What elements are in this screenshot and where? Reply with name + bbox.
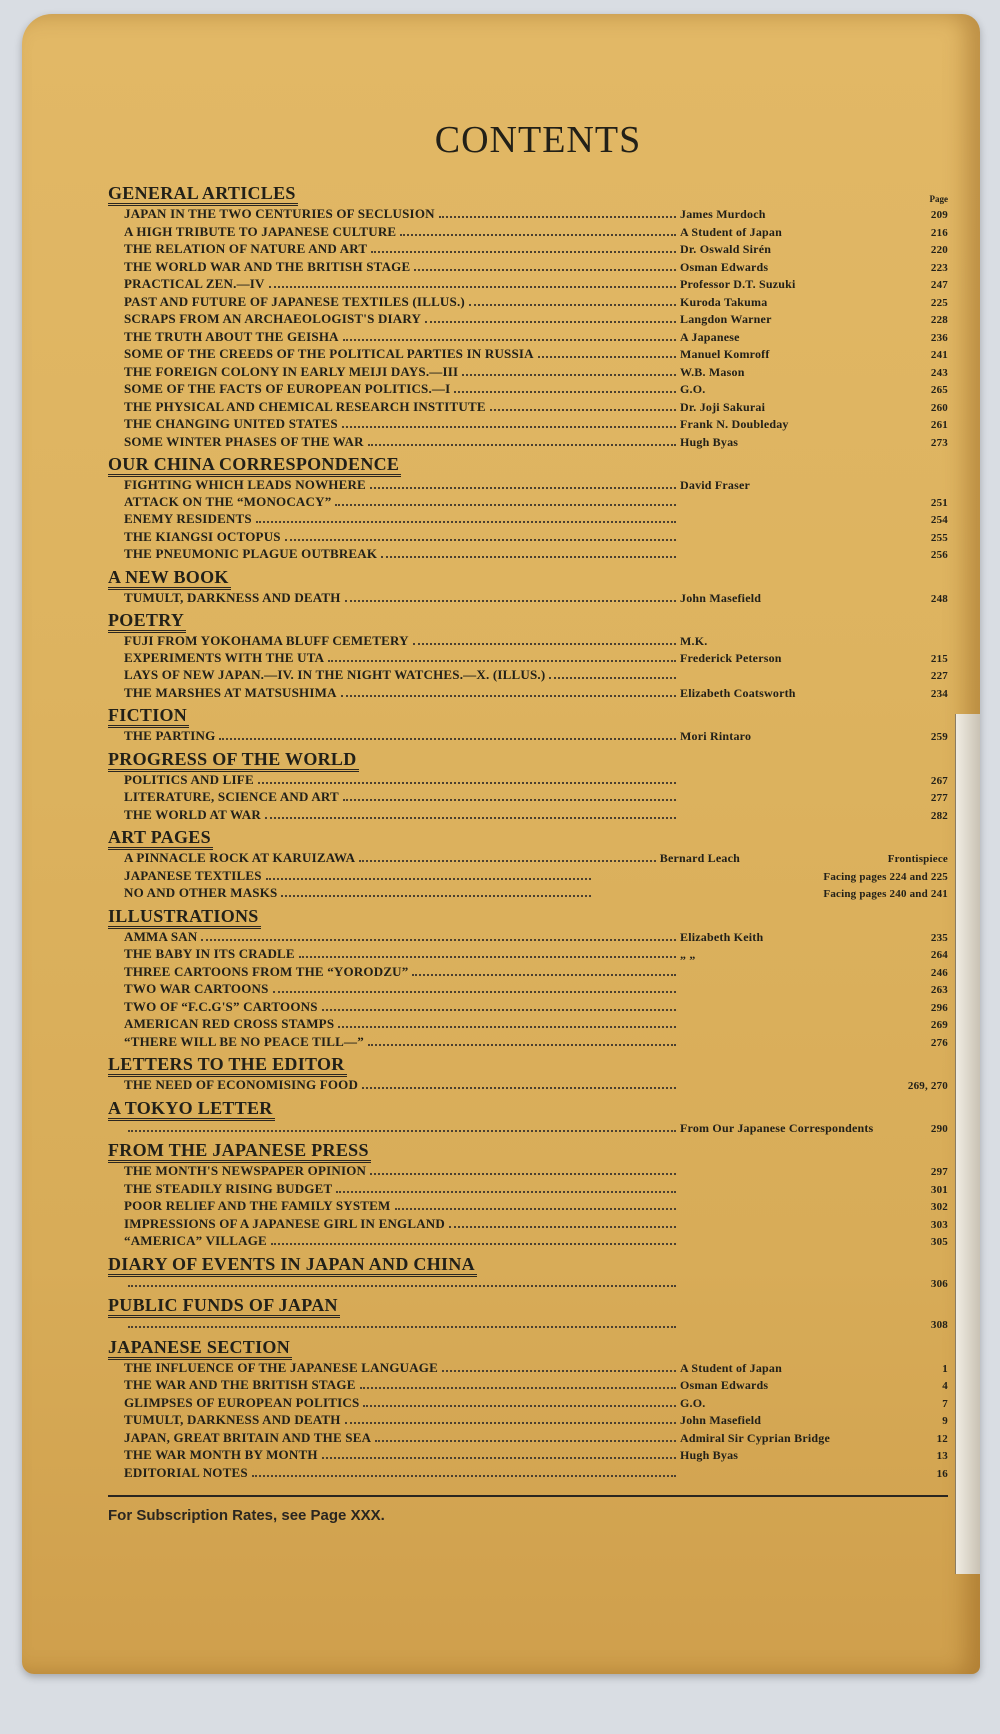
entry-title: THE FOREIGN COLONY IN EARLY MEIJI DAYS.—III (124, 363, 459, 379)
toc-entry (108, 529, 948, 547)
entry-author: Osman Edwards (680, 259, 769, 274)
toc-entry (108, 381, 948, 399)
entry-title: EDITORIAL NOTES (124, 1464, 248, 1480)
entry-page: 303 (930, 1218, 948, 1231)
toc-entry (108, 1121, 948, 1138)
toc-section (108, 184, 948, 451)
entry-page: 302 (930, 1201, 948, 1213)
dot-leader (462, 374, 676, 376)
entry-page: 246 (930, 966, 948, 979)
section-heading: ART PAGES (108, 828, 213, 850)
entry-title: IMPRESSIONS OF A JAPANESE GIRL IN ENGLAND (124, 1215, 445, 1231)
entry-page: 223 (930, 261, 948, 274)
entry-page: 9 (942, 1415, 948, 1427)
toc-entry (108, 1377, 948, 1395)
entry-page: 243 (930, 366, 948, 379)
entry-title: THE BABY IN ITS CRADLE (124, 946, 295, 961)
toc-entry (108, 1034, 948, 1052)
toc-entry (108, 1181, 948, 1199)
toc-entry (108, 311, 948, 329)
dot-leader (345, 600, 676, 602)
entry-page: 269 (930, 1019, 948, 1031)
entry-page: 255 (930, 531, 948, 544)
entry-page: 261 (930, 419, 948, 431)
entry-page: 7 (942, 1397, 948, 1410)
section-heading: JAPANESE SECTION (108, 1338, 292, 1360)
entry-page: 306 (930, 1277, 948, 1290)
toc-entry (108, 546, 948, 564)
dot-leader (442, 1370, 676, 1372)
dot-leader (449, 1226, 676, 1228)
dot-leader (549, 677, 676, 679)
next-page-edge (955, 714, 980, 1574)
dot-leader (362, 1087, 676, 1089)
toc-entry (108, 850, 948, 868)
dot-leader (258, 782, 676, 784)
toc-entry (108, 1465, 948, 1483)
entry-page: 264 (930, 949, 948, 961)
entry-author: Professor D.T. Suzuki (680, 277, 796, 291)
entry-page: 12 (936, 1432, 948, 1445)
entry-title: JAPAN IN THE TWO CENTURIES OF SECLUSION (124, 206, 435, 221)
dot-leader (342, 426, 676, 428)
toc-section (108, 907, 948, 1052)
dot-leader (341, 695, 676, 697)
section-heading: ILLUSTRATIONS (108, 907, 261, 929)
toc-entry (108, 1077, 948, 1095)
entry-title: “AMERICA” VILLAGE (124, 1233, 267, 1248)
entry-title: POLITICS AND LIFE (124, 771, 254, 787)
entry-title: TUMULT, DARKNESS AND DEATH (124, 589, 341, 605)
entry-author: Hugh Byas (680, 1448, 739, 1462)
entry-title: THE MONTH'S NEWSPAPER OPINION (124, 1163, 367, 1178)
entry-page: 254 (930, 514, 948, 526)
dot-leader (128, 1285, 676, 1287)
entry-author: „ „ (680, 947, 696, 961)
entry-title: TWO WAR CARTOONS (124, 981, 269, 996)
dot-leader (454, 391, 676, 393)
toc-entry (108, 1395, 948, 1413)
entry-title: LAYS OF NEW JAPAN.—IV. IN THE NIGHT WATCHES.—X. (ILLUS.) (124, 667, 546, 682)
entry-author: James Murdoch (680, 207, 766, 221)
dot-leader (381, 556, 676, 558)
dot-leader (370, 1173, 676, 1175)
dot-leader (285, 539, 676, 541)
toc-entry (108, 511, 948, 529)
toc-entry (108, 399, 948, 417)
entry-title: THE RELATION OF NATURE AND ART (124, 241, 368, 256)
entry-page: 215 (930, 652, 948, 665)
entry-title: THE PNEUMONIC PLAGUE OUTBREAK (124, 546, 378, 561)
entry-title: THE KIANGSI OCTOPUS (124, 528, 281, 544)
contents-list (108, 184, 948, 1482)
toc-section (108, 1055, 948, 1095)
dot-leader (345, 1422, 676, 1424)
toc-entry (108, 1277, 948, 1293)
section-heading: FICTION (108, 706, 189, 728)
table-of-contents (108, 118, 948, 1482)
entry-title: ENEMY RESIDENTS (124, 511, 252, 526)
toc-entry (108, 346, 948, 364)
entry-page: 296 (930, 1001, 948, 1014)
dot-leader (371, 251, 676, 253)
entry-author: John Masefield (680, 590, 762, 605)
entry-page: 269, 270 (907, 1080, 948, 1092)
toc-section (108, 1296, 948, 1334)
dot-leader (439, 216, 676, 218)
dot-leader (412, 974, 676, 976)
dot-leader (265, 817, 676, 819)
entry-author: Elizabeth Keith (680, 929, 764, 944)
section-heading: DIARY OF EVENTS IN JAPAN AND CHINA (108, 1255, 477, 1277)
entry-page: 290 (930, 1122, 948, 1135)
entry-page: Facing pages 240 and 241 (823, 888, 948, 900)
toc-entry (108, 1198, 948, 1216)
toc-entry (108, 590, 948, 608)
toc-entry (108, 667, 948, 685)
entry-author: Langdon Warner (680, 312, 772, 326)
dot-leader (335, 504, 676, 506)
dot-leader (368, 444, 676, 446)
dot-leader (273, 991, 676, 993)
dot-leader (128, 1130, 676, 1132)
section-heading: A NEW BOOK (108, 568, 231, 590)
entry-title: THE CHANGING UNITED STATES (124, 416, 338, 431)
entry-page: 235 (930, 931, 948, 944)
toc-section (108, 611, 948, 702)
entry-title: THE NEED OF ECONOMISING FOOD (124, 1077, 359, 1092)
dot-leader (219, 738, 676, 740)
toc-entry (108, 477, 948, 494)
toc-section (108, 1141, 948, 1251)
toc-entry (108, 685, 948, 703)
entry-title: LITERATURE, SCIENCE AND ART (124, 789, 339, 804)
entry-page: 273 (930, 436, 948, 449)
dot-leader (400, 234, 676, 236)
toc-section (108, 1338, 948, 1483)
toc-entry (108, 224, 948, 242)
entry-title: JAPAN, GREAT BRITAIN AND THE SEA (124, 1429, 372, 1445)
entry-author: Elizabeth Coatsworth (680, 685, 796, 700)
toc-entry (108, 1360, 948, 1378)
section-heading: OUR CHINA CORRESPONDENCE (108, 455, 401, 477)
entry-author: M.K. (680, 634, 708, 648)
section-heading: POETRY (108, 611, 186, 633)
dot-leader (395, 1208, 676, 1210)
entry-title: THREE CARTOONS FROM THE “YORODZU” (124, 963, 409, 979)
section-heading: PROGRESS OF THE WORLD (108, 750, 359, 772)
entry-title: THE TRUTH ABOUT THE GEISHA (124, 328, 339, 344)
toc-entry (108, 1412, 948, 1430)
entry-page: 241 (930, 349, 948, 361)
toc-entry (108, 807, 948, 825)
toc-entry (108, 1233, 948, 1251)
entry-page: 248 (930, 592, 948, 605)
dot-leader (425, 321, 676, 323)
toc-entry (108, 1163, 948, 1181)
toc-section (108, 750, 948, 825)
toc-section (108, 455, 948, 564)
toc-entry (108, 329, 948, 347)
toc-section (108, 568, 948, 608)
page-column-label: Page (929, 194, 948, 204)
entry-title: TWO OF “F.C.G'S” CARTOONS (124, 998, 318, 1014)
entry-title: A HIGH TRIBUTE TO JAPANESE CULTURE (124, 223, 397, 239)
dot-leader (490, 409, 676, 411)
entry-title: JAPANESE TEXTILES (124, 867, 262, 883)
entry-title: THE WAR MONTH BY MONTH (124, 1447, 318, 1462)
entry-author: Bernard Leach (659, 851, 741, 865)
toc-entry (108, 728, 948, 746)
toc-entry (108, 1430, 948, 1448)
entry-author: David Fraser (680, 478, 751, 492)
entry-title: THE INFLUENCE OF THE JAPANESE LANGUAGE (124, 1359, 438, 1375)
entry-author: A Student of Japan (680, 224, 782, 239)
entry-author: Mori Rintaro (680, 729, 752, 743)
entry-title: THE PHYSICAL AND CHEMICAL RESEARCH INSTITUTE (124, 398, 486, 414)
entry-title: THE STEADILY RISING BUDGET (124, 1180, 333, 1196)
subscription-note: For Subscription Rates, see Page XXX. (108, 1495, 948, 1524)
entry-title: FIGHTING WHICH LEADS NOWHERE (124, 477, 366, 492)
entry-title: THE PARTING (124, 728, 216, 743)
entry-title: PRACTICAL ZEN.—IV (124, 276, 265, 291)
entry-page: 225 (930, 296, 948, 309)
toc-entry (108, 650, 948, 668)
entry-page: 308 (930, 1319, 948, 1331)
toc-entry (108, 772, 948, 790)
section-heading: GENERAL ARTICLES (108, 184, 298, 206)
dot-leader (328, 660, 676, 662)
entry-page: 263 (930, 984, 948, 996)
entry-author: W.B. Mason (680, 364, 745, 379)
entry-author: A Student of Japan (680, 1360, 782, 1375)
entry-title: SOME OF THE CREEDS OF THE POLITICAL PARTIES IN RUSSIA (124, 346, 534, 361)
entry-author: Frank N. Doubleday (680, 417, 789, 431)
entry-page: 13 (936, 1450, 948, 1462)
entry-page: 256 (930, 549, 948, 561)
toc-section (108, 1255, 948, 1293)
entry-author: G.O. (680, 1395, 706, 1410)
entry-title: GLIMPSES OF EUROPEAN POLITICS (124, 1394, 360, 1410)
entry-page: 227 (930, 670, 948, 682)
entry-title: THE WAR AND THE BRITISH STAGE (124, 1377, 356, 1392)
entry-title: AMMA SAN (124, 928, 198, 944)
dot-leader (538, 356, 676, 358)
entry-page: 305 (930, 1236, 948, 1248)
entry-title: A PINNACLE ROCK AT KARUIZAWA (124, 850, 356, 865)
entry-author: Dr. Oswald Sirén (680, 242, 772, 256)
entry-author: Admiral Sir Cyprian Bridge (680, 1430, 830, 1445)
entry-title: FUJI FROM YOKOHAMA BLUFF CEMETERY (124, 633, 409, 648)
entry-title: POOR RELIEF AND THE FAMILY SYSTEM (124, 1198, 391, 1213)
entry-title: THE WORLD WAR AND THE BRITISH STAGE (124, 258, 411, 274)
entry-title: AMERICAN RED CROSS STAMPS (124, 1016, 335, 1031)
entry-author: Kuroda Takuma (680, 294, 768, 309)
entry-author: Osman Edwards (680, 1378, 769, 1392)
entry-page: 276 (930, 1036, 948, 1049)
entry-title: ATTACK ON THE “MONOCACY” (124, 493, 332, 509)
entry-page: 251 (930, 496, 948, 509)
dot-leader (336, 1191, 676, 1193)
toc-entry (108, 494, 948, 512)
toc-entry (108, 1447, 948, 1465)
entry-page: 259 (930, 731, 948, 743)
entry-page: 16 (936, 1467, 948, 1480)
toc-entry (108, 789, 948, 807)
entry-title: SCRAPS FROM AN ARCHAEOLOGIST'S DIARY (124, 311, 422, 326)
toc-entry (108, 294, 948, 312)
entry-title: EXPERIMENTS WITH THE UTA (124, 649, 325, 665)
entry-page: 277 (930, 792, 948, 804)
entry-page: 265 (930, 384, 948, 396)
entry-page: 234 (930, 687, 948, 700)
entry-author: G.O. (680, 382, 706, 396)
dot-leader (281, 895, 591, 897)
toc-section (108, 1099, 948, 1138)
toc-entry (108, 259, 948, 277)
toc-entry (108, 276, 948, 294)
toc-entry (108, 981, 948, 999)
dot-leader (359, 860, 656, 862)
entry-author: A Japanese (680, 329, 740, 344)
entry-title: “THERE WILL BE NO PEACE TILL—” (124, 1033, 364, 1049)
entry-page: 236 (930, 331, 948, 344)
dot-leader (201, 939, 676, 941)
entry-title: THE WORLD AT WAR (124, 806, 261, 822)
dot-leader (271, 1243, 676, 1245)
entry-page: 228 (930, 314, 948, 326)
dot-leader (370, 487, 676, 489)
dot-leader (343, 339, 676, 341)
dot-leader (413, 643, 676, 645)
entry-author: Frederick Peterson (680, 650, 782, 665)
toc-entry (108, 885, 948, 903)
entry-page: 209 (930, 209, 948, 221)
entry-title: THE MARSHES AT MATSUSHIMA (124, 684, 337, 700)
toc-entry (108, 206, 948, 224)
toc-entry (108, 241, 948, 259)
dot-leader (343, 799, 676, 801)
entry-author: Dr. Joji Sakurai (680, 399, 766, 414)
toc-section (108, 706, 948, 746)
entry-title: PAST AND FUTURE OF JAPANESE TEXTILES (ILLUS.) (124, 293, 465, 309)
entry-page: 216 (930, 226, 948, 239)
entry-title: NO AND OTHER MASKS (124, 885, 278, 900)
dot-leader (469, 304, 676, 306)
dot-leader (322, 1457, 676, 1459)
entry-page: 1 (942, 1362, 948, 1375)
toc-section (108, 828, 948, 903)
toc-entry (108, 964, 948, 982)
dot-leader (299, 956, 676, 958)
toc-entry (108, 416, 948, 434)
dot-leader (128, 1326, 676, 1328)
section-heading: A TOKYO LETTER (108, 1099, 275, 1121)
entry-page: 282 (930, 809, 948, 822)
entry-page: Facing pages 224 and 225 (823, 870, 948, 883)
dot-leader (360, 1387, 676, 1389)
entry-author: Manuel Komroff (680, 347, 770, 361)
dot-leader (252, 1475, 676, 1477)
dot-leader (414, 269, 676, 271)
dot-leader (368, 1044, 676, 1046)
entry-page: 260 (930, 401, 948, 414)
entry-page: 4 (942, 1380, 948, 1392)
toc-entry (108, 929, 948, 947)
entry-title: SOME OF THE FACTS OF EUROPEAN POLITICS.—I (124, 381, 451, 396)
entry-page: 247 (930, 279, 948, 291)
section-heading: FROM THE JAPANESE PRESS (108, 1141, 371, 1163)
toc-entry (108, 633, 948, 650)
toc-entry (108, 364, 948, 382)
toc-entry (108, 1216, 948, 1234)
entry-page: Frontispiece (887, 853, 948, 865)
toc-entry (108, 1016, 948, 1034)
page-title: CONTENTS (434, 119, 642, 161)
toc-entry (108, 1318, 948, 1334)
toc-entry (108, 434, 948, 452)
dot-leader (375, 1440, 676, 1442)
dot-leader (266, 878, 592, 880)
dot-leader (269, 286, 676, 288)
entry-title: SOME WINTER PHASES OF THE WAR (124, 433, 364, 449)
toc-entry (108, 946, 948, 964)
entry-author: From Our Japanese Correspondents (680, 1120, 874, 1135)
toc-entry (108, 999, 948, 1017)
dot-leader (338, 1026, 676, 1028)
entry-page: 301 (930, 1183, 948, 1196)
entry-page: 220 (930, 244, 948, 256)
entry-author: Hugh Byas (680, 434, 739, 449)
dot-leader (256, 521, 676, 523)
dot-leader (363, 1405, 676, 1407)
entry-author: John Masefield (680, 1413, 762, 1427)
section-heading: LETTERS TO THE EDITOR (108, 1055, 347, 1077)
section-heading: PUBLIC FUNDS OF JAPAN (108, 1296, 340, 1318)
entry-page: 297 (930, 1166, 948, 1178)
toc-entry (108, 868, 948, 886)
entry-title: TUMULT, DARKNESS AND DEATH (124, 1412, 341, 1427)
dot-leader (322, 1009, 676, 1011)
entry-page: 267 (930, 774, 948, 787)
